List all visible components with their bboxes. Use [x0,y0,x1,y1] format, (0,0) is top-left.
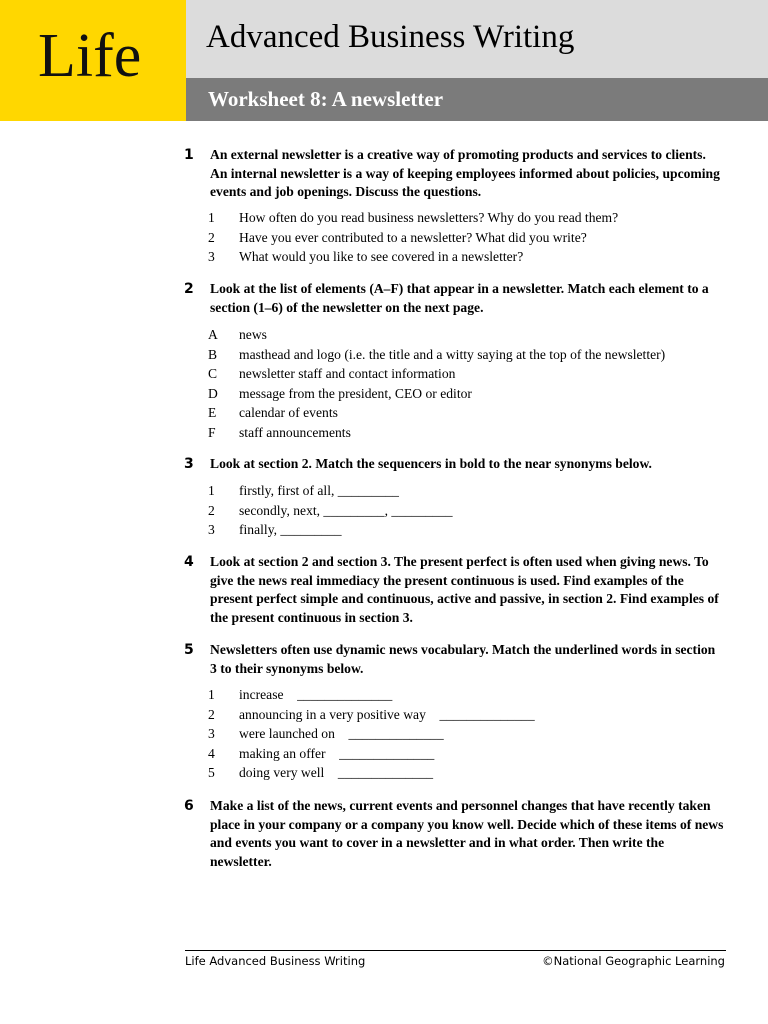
item-text: message from the president, CEO or editor [239,385,472,401]
list-item [208,325,708,345]
item-text: What would you like to see covered in a newsletter? [239,249,524,264]
item-label: D [208,385,218,401]
footer-divider [185,950,726,951]
item-text: Have you ever contributed to a newsletter? What did you write? [239,229,587,245]
item-text: doing very well ______________ [239,765,434,780]
question-text: Newsletters often use dynamic news vocabulary. Match the underlined words in section 3 to their synonyms below. [210,642,716,676]
item-label: C [208,366,218,381]
list-item [208,685,708,705]
item-label: 1 [208,210,215,225]
item-label: 3 [208,249,215,264]
list-item [208,228,708,248]
question-number: 3 [184,456,194,472]
item-label: A [208,327,218,342]
worksheet-title: Worksheet 8: A newsletter [208,87,444,111]
item-text: firstly, first of all, _________ [239,483,399,498]
question-text: Look at section 2 and section 3. The present perfect is often used when giving news. To give the news real immediacy the present continuous is used. Find examples of the present perfect simple and continuous, active and passive, in section 2. Find examples of the present continuous in section 3. [210,554,719,625]
question-text: Look at section 2. Match the sequencers in bold to the near synonyms below. [210,456,652,471]
list-item [208,384,708,404]
question-number: 6 [184,798,194,814]
list-item [208,403,708,423]
item-text: news [239,327,267,342]
item-text: were launched on ______________ [239,726,444,741]
item-label: E [208,405,217,420]
list-item [208,744,708,764]
item-label: 1 [208,483,215,498]
logo-text: Life [38,22,142,90]
question-text: Look at the list of elements (A–F) that appear in a newsletter. Match each element to a section (1–6) of the newsletter on the next page. [210,281,709,315]
list-item [208,481,708,501]
item-label: 2 [208,706,215,722]
item-text: How often do you read business newsletters? Why do you read them? [239,210,619,225]
list-item [208,520,708,540]
item-text: secondly, next, _________, _________ [239,502,453,518]
item-label: 2 [208,229,215,245]
list-item [208,364,708,384]
question-text: Make a list of the news, current events and personnel changes that have recently taken place in your company or a company you know well. Decide which of these items of news and events you want to cover in a newsletter and in what order. Then write the newsletter. [210,798,724,869]
question-items [208,685,708,783]
item-text: finally, _________ [239,522,342,537]
item-label: 5 [208,765,215,780]
question-items [208,325,708,442]
list-item [208,724,708,744]
item-label: 3 [208,726,215,741]
item-label: F [208,424,216,440]
question-number: 1 [184,147,194,163]
item-label: 4 [208,745,215,761]
list-item [208,705,708,725]
list-item [208,501,708,521]
question-items [208,208,708,267]
item-text: masthead and logo (i.e. the title and a witty saying at the top of the newsletter) [239,346,666,362]
item-text: announcing in a very positive way ______________ [239,706,535,722]
question-number: 2 [184,281,194,297]
list-item [208,423,708,443]
item-label: B [208,346,218,362]
question-number: 4 [184,554,194,570]
item-text: newsletter staff and contact information [239,366,456,381]
subtitle-bar [186,78,768,121]
logo-banner [0,0,186,121]
list-item [208,763,708,783]
question-items [208,481,708,540]
item-text: increase ______________ [239,687,393,702]
footer-copyright: ©National Geographic Learning [542,954,725,968]
item-text: making an offer ______________ [239,745,435,761]
item-label: 1 [208,687,215,702]
title-bar [186,0,768,78]
question-text: An external newsletter is a creative way of promoting products and services to clients. An internal newsletter is a way of keeping employees informed about policies, upcoming events and job openings. Discuss the questions. [210,147,720,199]
list-item [208,208,708,228]
item-label: 2 [208,502,215,518]
list-item [208,345,708,365]
item-label: 3 [208,522,215,537]
page-title: Advanced Business Writing [206,19,575,55]
item-text: staff announcements [239,424,351,440]
question-number: 5 [184,642,194,658]
footer-book-title: Life Advanced Business Writing [185,954,366,968]
item-text: calendar of events [239,405,338,420]
list-item [208,247,708,267]
